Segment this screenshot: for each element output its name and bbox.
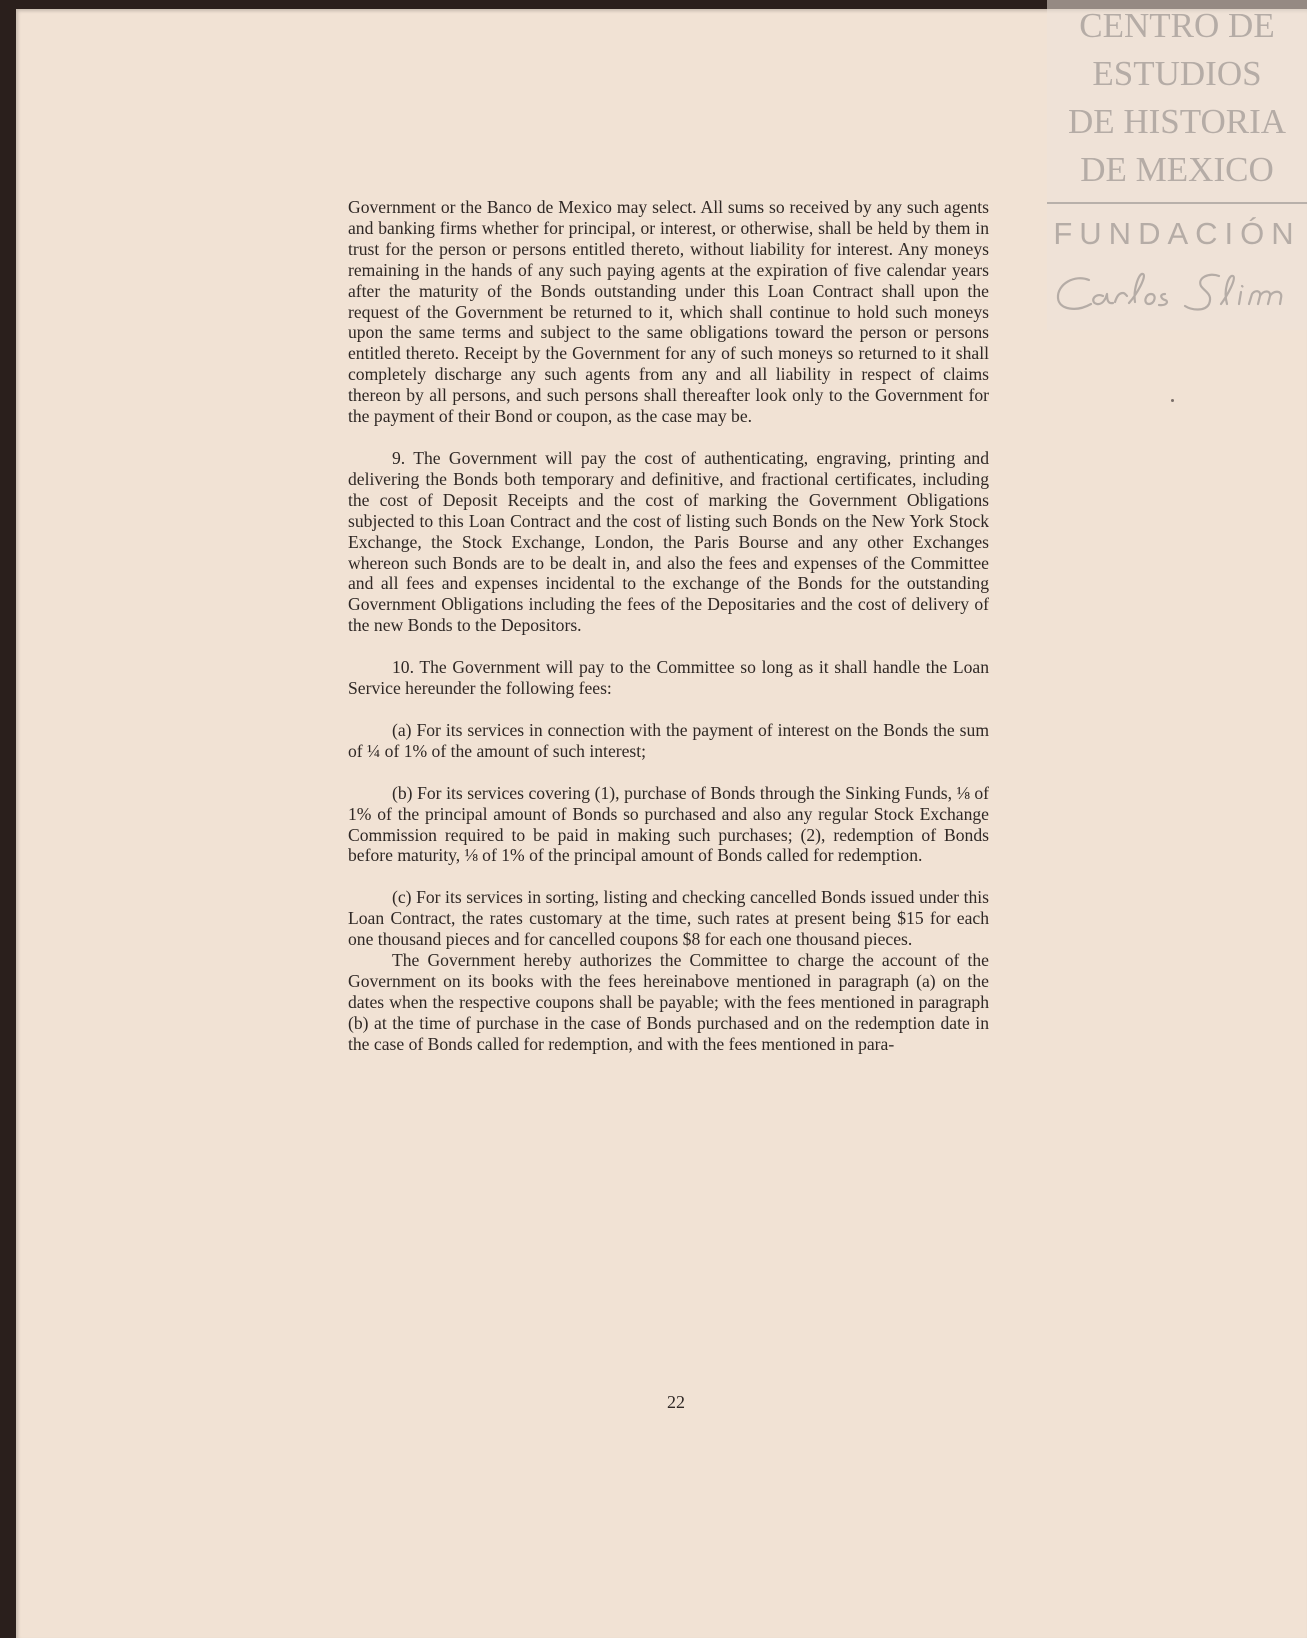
paper-speck [1171, 399, 1174, 402]
watermark-foundation: FUNDACIÓN [1053, 216, 1301, 251]
document-body [348, 197, 989, 1055]
watermark-line-3: DE HISTORIA [1067, 102, 1287, 141]
watermark [1047, 0, 1307, 330]
paragraph-10a: (a) For its services in connection with the payment of interest on the Bonds the sum of ¼ of 1% of the amount of such interest; [348, 719, 989, 761]
watermark-divider [1047, 202, 1307, 204]
paragraph-authorization: The Government hereby authorizes the Committee to charge the account of the Government on its books with the fees hereinabove mentioned in paragraph (a) on the dates when the respective coupons shall be payable; with the fees mentioned in paragraph (b) at the time of purchase in the case of Bonds purchased and on the redemption date in the case of Bonds called for redemption, and with the fees mentioned in para- [348, 950, 989, 1054]
paragraph-10c: (c) For its services in sorting, listing and checking cancelled Bonds issued under this Loan Contract, the rates customary at the time, such rates at present being $15 for each one thousand pieces and for cancelled coupons $8 for each one thousand pieces. [348, 887, 989, 950]
watermark-line-1: CENTRO DE [1079, 6, 1275, 45]
page-number: 22 [667, 1392, 685, 1412]
paragraph-9: 9. The Government will pay the cost of authenticating, engraving, printing and delivering the Bonds both temporary and definitive, and fractional certificates, including the cost of Deposit Receipts and the cost of marking the Government Obligations subjected to this Loan Contract and the cost of listing such Bonds on the New York Stock Exchange, the Stock Exchange, London, the Paris Bourse and any other Exchanges whereon such Bonds are to be dealt in, and also the fees and expenses of the Committee and all fees and expenses incidental to the exchange of the Bonds for the outstanding Government Obligations including the fees of the Depositaries and the cost of delivery of the new Bonds to the Depositors. [348, 447, 989, 636]
paragraph-10b: (b) For its services covering (1), purchase of Bonds through the Sinking Funds, ⅛ of 1% of the principal amount of Bonds so purchased and also any regular Stock Exchange Commission required to be paid in making such purchases; (2), redemption of Bonds before maturity, ⅛ of 1% of the principal amount of Bonds called for redemption. [348, 782, 989, 866]
signature-logo [1051, 266, 1307, 326]
watermark-line-2: ESTUDIOS [1092, 54, 1262, 93]
watermark-line-4: DE MEXICO [1080, 150, 1274, 189]
paragraph-continuation: Government or the Banco de Mexico may select. All sums so received by any such agents and banking firms whether for principal, or interest, or otherwise, shall be held by them in trust for the person or persons entitled thereto, without liability for interest. Any moneys remaining in the hands of any such paying agents at the expiration of five calendar years after the maturity of the Bonds outstanding under this Loan Contract shall upon the request of the Government be returned to it, which shall continue to hold such moneys upon the same terms and subject to the same obligations toward the person or persons entitled thereto. Receipt by the Government for any of such moneys so returned to it shall completely discharge any such agents from any and all liability in respect of claims thereon by all persons, and such persons shall thereafter look only to the Government for the payment of their Bond or coupon, as the case may be. [348, 197, 989, 427]
paragraph-10: 10. The Government will pay to the Committee so long as it shall handle the Loan Service hereunder the following fees: [348, 657, 989, 699]
